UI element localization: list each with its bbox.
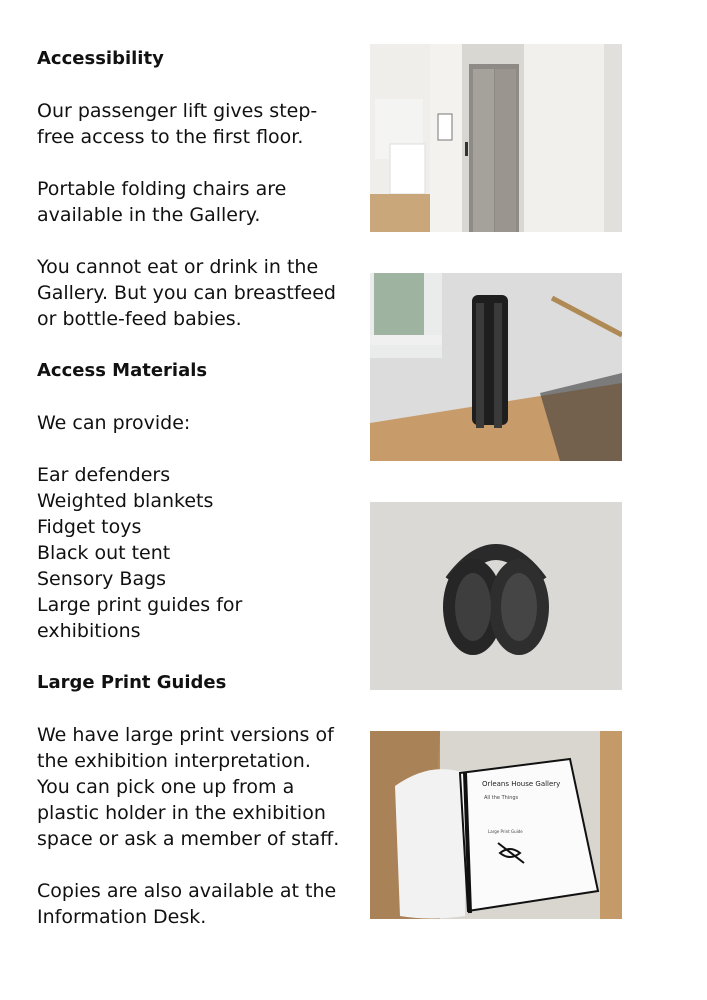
lift-text-line: free access to the first floor.: [37, 126, 304, 148]
folder-subtitle: All the Things: [484, 795, 519, 801]
access-materials-heading: Access Materials: [37, 360, 208, 381]
materials-item: Sensory Bags: [37, 568, 167, 590]
large-print-guide-photo: [370, 731, 622, 919]
materials-item: Weighted blankets: [37, 490, 214, 512]
folder-title: Orleans House Gallery: [482, 780, 561, 788]
ear-defenders-photo: [370, 502, 622, 690]
ear-defenders-image: [370, 502, 622, 690]
folding-chairs-photo: [370, 273, 622, 461]
large-print-heading: Large Print Guides: [37, 672, 227, 693]
text-column: [37, 46, 347, 930]
large-print-guide-image: [370, 731, 622, 919]
large-print-text-line: We have large print versions of: [37, 724, 334, 746]
materials-intro: We can provide:: [37, 412, 191, 434]
copies-text-line: Information Desk.: [37, 906, 207, 928]
large-print-text-line: plastic holder in the exhibition: [37, 802, 326, 824]
food-text-line: or bottle-feed babies.: [37, 308, 242, 330]
lift-photo: [370, 44, 622, 232]
materials-item: Ear defenders: [37, 464, 171, 486]
large-print-text-line: the exhibition interpretation.: [37, 750, 311, 772]
large-print-text-line: You can pick one up from a: [37, 776, 295, 798]
lift-text-line: Our passenger lift gives step-: [37, 100, 318, 122]
lift-image: [370, 44, 622, 232]
copies-text-line: Copies are also available at the: [37, 880, 337, 902]
materials-item: Large print guides for: [37, 594, 243, 616]
materials-item: exhibitions: [37, 620, 141, 642]
folder-line: Large Print Guide: [488, 829, 523, 834]
accessibility-heading: Accessibility: [37, 48, 164, 69]
materials-item: Black out tent: [37, 542, 171, 564]
materials-item: Fidget toys: [37, 516, 142, 538]
food-text-line: Gallery. But you can breastfeed: [37, 282, 336, 304]
chairs-image: [370, 273, 622, 461]
chairs-text-line: Portable folding chairs are: [37, 178, 287, 200]
large-print-text-line: space or ask a member of staff.: [37, 828, 340, 850]
food-text-line: You cannot eat or drink in the: [37, 256, 319, 278]
chairs-text-line: available in the Gallery.: [37, 204, 261, 226]
